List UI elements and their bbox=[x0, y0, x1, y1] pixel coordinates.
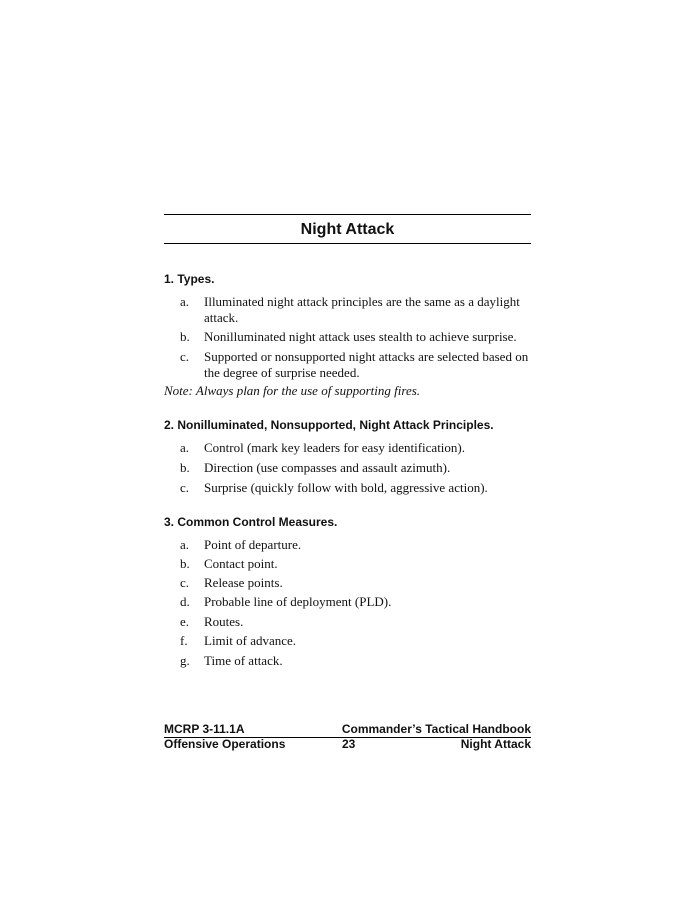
list-item bbox=[180, 537, 532, 553]
note-text: Note: Always plan for the use of supporting fires. bbox=[164, 383, 421, 398]
list-item-letter: a. bbox=[180, 440, 190, 455]
footer-page-number: 23 bbox=[342, 737, 356, 751]
list-item-text: Direction (use compasses and assault azimuth). bbox=[204, 460, 451, 475]
section-heading-control-measures: 3. Common Control Measures. bbox=[164, 515, 338, 529]
footer-handbook: Commander’s Tactical Handbook bbox=[341, 722, 531, 736]
list-item-letter: b. bbox=[180, 556, 190, 571]
list-item bbox=[180, 575, 532, 591]
list-item bbox=[180, 633, 532, 649]
list-item-text: Nonilluminated night attack uses stealth to achieve surprise. bbox=[204, 329, 517, 344]
footer-topic: Night Attack bbox=[460, 737, 531, 751]
list-item bbox=[180, 594, 532, 610]
list-item-letter: c. bbox=[180, 575, 190, 590]
list-item-letter: c. bbox=[180, 349, 190, 364]
list-item-text: Illuminated night attack principles are the same as a daylight attack. bbox=[204, 294, 520, 325]
list-item-letter: b. bbox=[180, 460, 190, 475]
list-item-text: Probable line of deployment (PLD). bbox=[204, 594, 392, 609]
page-title: Night Attack bbox=[300, 221, 395, 238]
footer-row-top bbox=[164, 722, 531, 736]
list-item bbox=[180, 556, 532, 572]
list-item bbox=[180, 440, 532, 456]
section-heading-principles: 2. Nonilluminated, Nonsupported, Night Attack Principles. bbox=[164, 418, 494, 432]
list-item bbox=[180, 480, 532, 496]
list-item-letter: d. bbox=[180, 594, 190, 609]
footer-row-bottom bbox=[164, 737, 531, 751]
list-item bbox=[180, 614, 532, 630]
list-item-letter: a. bbox=[180, 294, 190, 309]
list-item bbox=[180, 460, 532, 476]
list-item-letter: b. bbox=[180, 329, 190, 344]
list-item-letter: f. bbox=[180, 633, 188, 648]
list-item-text: Contact point. bbox=[204, 556, 278, 571]
list-item-text: Supported or nonsupported night attacks are selected based on the degree of surprise needed. bbox=[204, 349, 529, 380]
list-item-letter: e. bbox=[180, 614, 190, 629]
list-item-letter: g. bbox=[180, 653, 190, 668]
list-item bbox=[180, 653, 532, 669]
list-item bbox=[180, 329, 532, 345]
list-item-text: Time of attack. bbox=[204, 653, 283, 668]
list-item-letter: c. bbox=[180, 480, 190, 495]
footer-chapter: Offensive Operations bbox=[164, 737, 286, 751]
list-item-letter: a. bbox=[180, 537, 190, 552]
footer-publication: MCRP 3-11.1A bbox=[164, 722, 245, 736]
list-item-text: Routes. bbox=[204, 614, 244, 629]
list-item-text: Limit of advance. bbox=[204, 633, 297, 648]
section-heading-types: 1. Types. bbox=[164, 272, 215, 286]
list-item-text: Point of departure. bbox=[204, 537, 302, 552]
title-block bbox=[164, 214, 531, 244]
list-item-text: Release points. bbox=[204, 575, 283, 590]
list-item bbox=[180, 294, 532, 326]
list-item bbox=[180, 349, 532, 381]
list-item-text: Control (mark key leaders for easy identification). bbox=[204, 440, 465, 455]
list-item-text: Surprise (quickly follow with bold, aggressive action). bbox=[204, 480, 488, 495]
